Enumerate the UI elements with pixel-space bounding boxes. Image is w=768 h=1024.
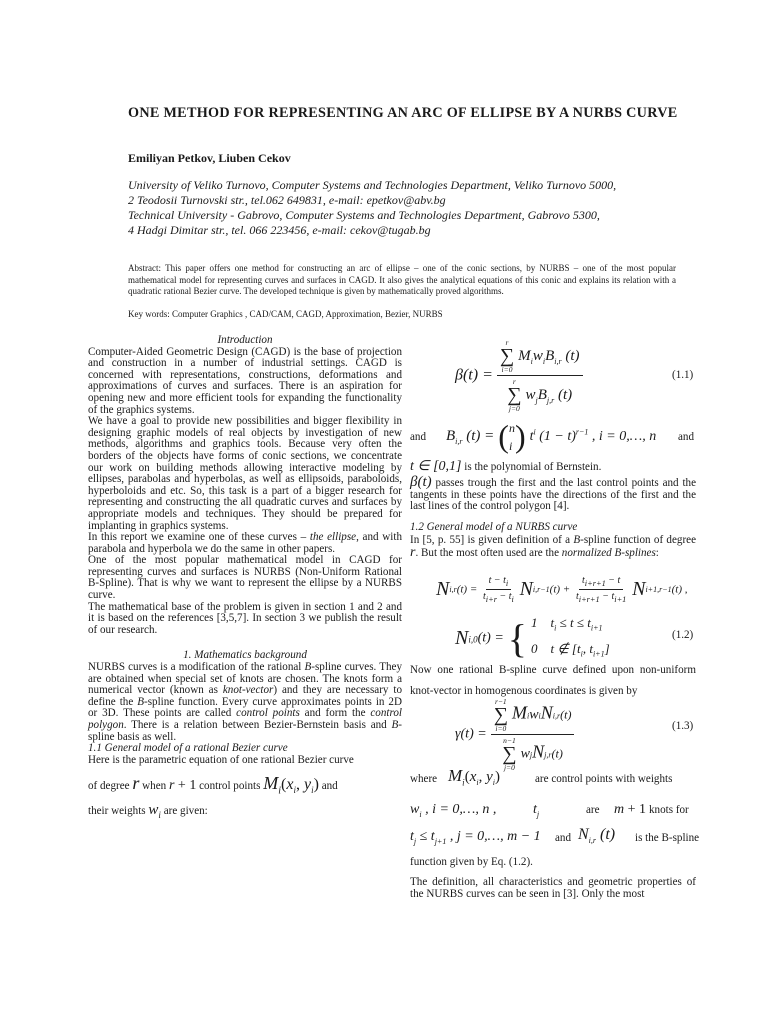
math-r-plus-1: r (168, 778, 175, 794)
equation-1-2: Ni,0(t) = { 1 $t_i \le t \le t_{i+1}$ 0 t ∉ [$t_i$, $t_{i+1}$] (455, 615, 610, 662)
math-m-plus-1: m + 1 (614, 802, 647, 817)
math-nir: $N_{i,r}$ (t) (578, 826, 616, 846)
math-knot-condition: $t_j \le t_{j+1}$ , j = 0,…, m − 1 (410, 829, 541, 846)
math-control-point: $M_i$ (263, 773, 281, 797)
affiliation-line: 2 Teodosii Turnovski str., tel.062 649831, e-mail: epetkov@abv.bg (128, 193, 446, 207)
math-weight: $w_i$ (148, 801, 161, 820)
affiliations (128, 178, 728, 238)
math-r: r (132, 773, 140, 794)
paragraph: Computer-Aided Geometric Design (CAGD) is the base of projection and construction in a number of industrial settings. CAGD is concerned with representations, constructions, deformations and approximations of curves and surfaces. There is an aspiration for opening new and more efficient tools for expanding the functionality of the graphics systems. (88, 345, 402, 416)
paragraph: We have a goal to provide new possibilities and bigger flexibility in designing graphic models of real objects by investigation of new methods, algorithms and graphics tools. Because very often the borders of the objects have forms of conic sections, we concentrate our work on building methods allowing interactive modeling by ellipses, parabolas and hyperbolas, as well as ellipsoids, paraboloids, hyperboloids and etc. So, this task is a part of a bigger research for representing and constructing the all quadratic curves and surfaces by appropriate models and techniques. They should be prepared for implanting in graphics systems. (88, 415, 402, 532)
text-and: and (555, 832, 572, 844)
text-and: and (410, 431, 427, 443)
paragraph: Now one rational B-spline curve defined upon non-uniform knot-vector in homogenous coordinates is given by (410, 664, 696, 697)
text-where: where (410, 773, 438, 785)
math-weights: $w_i$ , i = 0,…, n , (410, 802, 497, 819)
paper-title: ONE METHOD FOR REPRESENTING AN ARC OF ELLIPSE BY A NURBS CURVE (128, 105, 678, 121)
equation-number: (1.3) (672, 720, 694, 732)
equation-number: (1.1) (672, 369, 694, 381)
paragraph: t ∈ [0,1] is the polynomial of Bernstein. (410, 459, 602, 474)
paragraph: One of the most popular mathematical model in CAGD for representing curves and surfaces is NURBS (Non-Uniform Rational B-Spline). That is why we want to represent the ellipse by a NURBS curve. (88, 554, 402, 602)
equation-number: (1.2) (672, 629, 694, 641)
affiliation-line: University of Veliko Turnovo, Computer Systems and Technologies Department, Veliko Turnovo 5000, (128, 178, 617, 192)
paragraph: of degree r when r + 1 control points $M_i(x_i$, $y_i$) and (88, 773, 338, 797)
paragraph: In [5, p. 55] is given definition of a B-spline function of degree r. But the most often used are the normalized B-splines: (410, 534, 696, 560)
authors: Emiliyan Petkov, Liuben Cekov (128, 151, 291, 165)
text-and: and (678, 431, 695, 443)
equation-bernstein: $B_{i,r}$ (t) = ( n i ) $t^i$ $(1 - t)^{r-1}$ , i = 0,…, n (446, 418, 657, 454)
paragraph: The definition, all characteristics and geometric properties of the NURBS curves can be seen in [3]. Only the most (410, 876, 696, 900)
math-control-point: $M_i(x_i$, $y_i$) (448, 766, 500, 788)
text-bspline: is the B-spline (635, 832, 700, 844)
text-are: are (586, 804, 600, 816)
equation-1-3: γ(t) = r−1 ∑ i=0 MiwiNi,r(t) n−1 ∑ j=0 wjNj,r(t) (455, 697, 574, 772)
equation-1-1: β(t) = r ∑ i=0 $M_iw_iB_{i,r}$ (t) r ∑ j=0 $w_jB_{j,r}$ (t) (455, 338, 583, 413)
paragraph: In this report we examine one of these curves – the ellipse, and with parabola and hyperbola we do the same in other papers. (88, 531, 402, 555)
text-knots-for: knots for (649, 804, 689, 816)
keywords: Key words: Computer Graphics , CAD/CAM, CAGD, Approximation, Bezier, NURBS (128, 309, 443, 319)
paragraph: function given by Eq. (1.2). (410, 856, 533, 868)
section-heading-rational-bezier: 1.1 General model of a rational Bezier curve (88, 742, 288, 755)
paragraph: The mathematical base of the problem is given in section 1 and 2 and it is based on the references [3,5,7]. In section 3 we publish the result of our research. (88, 600, 402, 636)
paragraph: NURBS curves is a modification of the rational B-spline curves. They are obtained when special set of knots are chosen. The knots form a numerical vector (known as knot-vector) and they are necessary to define the B-spline function. Every curve approximates points in 2D or 3D. These points are called control points and form the control polygon. There is a relation between Bezier-Bernstein basis and B-spline basis as well. (88, 661, 403, 743)
abstract: Abstract: This paper offers one method for constructing an arc of ellipse – one of the conic sections, by NURBS – one of the most popular mathematical model for representing curves and surfaces in CAGD. It also gives the analytical equations of this conic and explains its relation with a quadratic rational Bezier curve. The developed technique is given by mathematically proved algorithms. (128, 263, 676, 297)
affiliation-line: 4 Hadgi Dimitar str., tel. 066 223456, e-mail: cekov@tugab.bg (128, 223, 431, 237)
paragraph: their weights $w_i$ are given: (88, 801, 208, 820)
equation-bspline-recurrence: Ni,r(t) = $\frac{t - t_i}{t_{i+r} - t_i}$ Ni,r−1(t) + $\frac{t_{i+r+1} - t}{t_{i+r+1} - t_{i+1}}$ Ni+1,r−1(t) , (436, 575, 688, 604)
math-tj: $t_j$ (533, 802, 540, 819)
section-heading-mathematics: 1. Mathematics background (183, 649, 307, 662)
paragraph: are control points with weights (535, 773, 673, 785)
section-heading-nurbs: 1.2 General model of a NURBS curve (410, 521, 578, 533)
affiliation-line: Technical University - Gabrovo, Computer Systems and Technologies Department, Gabrovo 5300, (128, 208, 600, 222)
paragraph: Here is the parametric equation of one rational Bezier curve (88, 753, 354, 766)
left-column (88, 335, 402, 822)
paragraph: β(t) passes trough the first and the last control points and the tangents in these points have the directions of the first and the last lines of the control polygon [4]. (410, 474, 696, 513)
section-heading-introduction: Introduction (217, 334, 273, 346)
